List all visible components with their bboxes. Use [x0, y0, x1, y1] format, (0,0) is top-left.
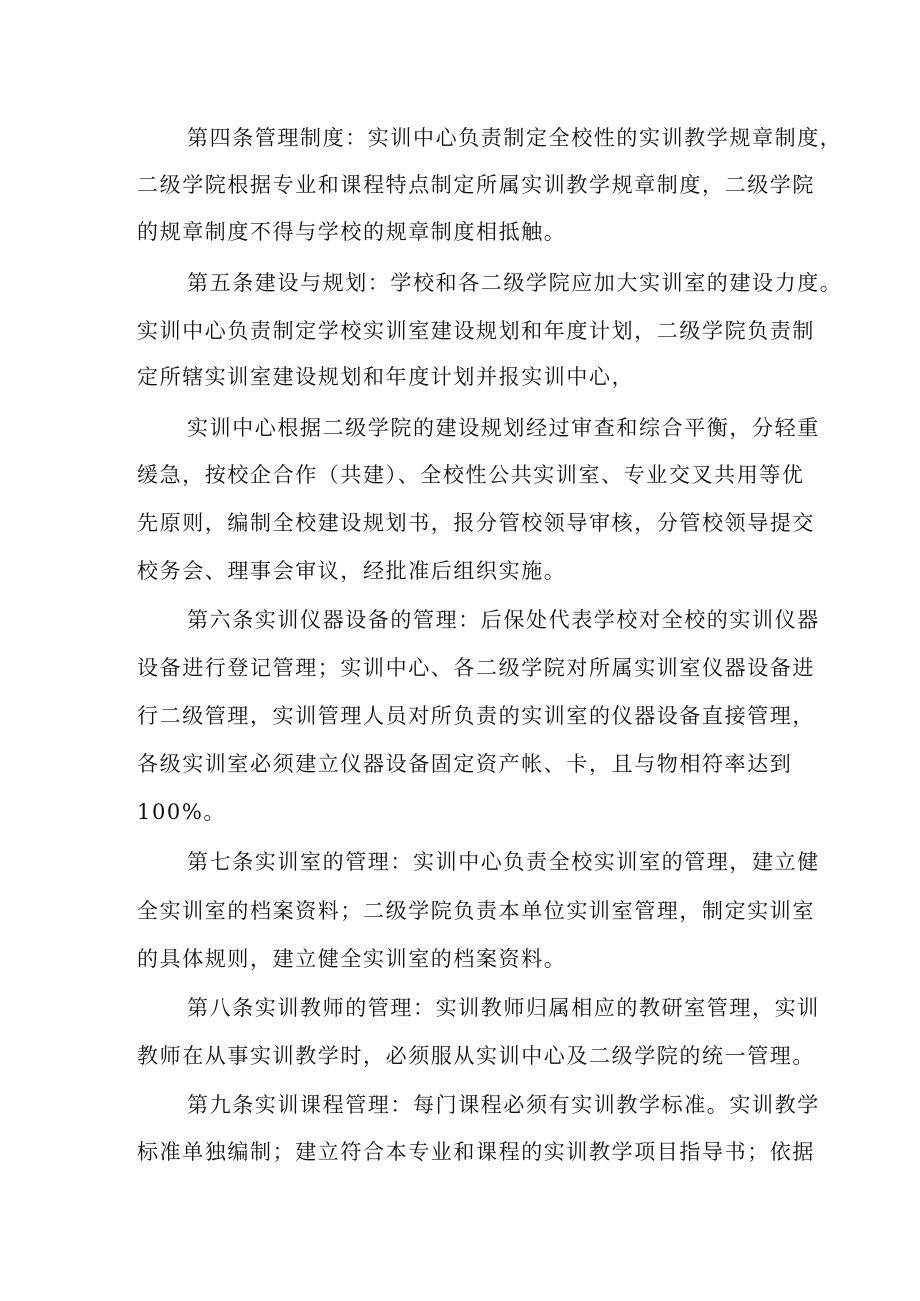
text-line: 定所辖实训室建设规划和年度计划并报实训中心，: [137, 365, 635, 389]
text-line: 先原则，编制全校建设规划书，报分管校领导审核，分管校领导提交: [137, 511, 815, 535]
text-line: 实训中心负责制定学校实训室建设规划和年度计划，二级学院负责制: [137, 319, 815, 343]
text-line: 缓急，按校企合作（共建）、全校性公共实训室、专业交叉共用等优: [137, 463, 805, 487]
text-line: 的具体规则，建立健全实训室的档案资料。: [137, 947, 567, 971]
text-line: 教师在从事实训教学时，必须服从实训中心及二级学院的统一管理。: [137, 1044, 815, 1068]
text-line: 第九条实训课程管理：每门课程必须有实训教学标准。实训教学: [187, 1093, 820, 1117]
text-line: 标准单独编制；建立符合本专业和课程的实训教学项目指导书；依据: [137, 1140, 815, 1164]
text-line: 各级实训室必须建立仪器设备固定资产帐、卡，且与物相符率达到: [137, 752, 793, 776]
text-line: 行二级管理，实训管理人员对所负责的实训室的仪器设备直接管理，: [137, 704, 815, 728]
text-line: 实训中心根据二级学院的建设规划经过审查和综合平衡，分轻重: [187, 416, 820, 440]
text-line: 的规章制度不得与学校的规章制度相抵触。: [137, 220, 567, 244]
text-line: 第七条实训室的管理：实训中心负责全校实训室的管理，建立健: [187, 850, 820, 874]
text-line: 第五条建设与规划：学校和各二级学院应加大实训室的建设力度。: [187, 271, 843, 295]
text-line: 第四条管理制度：实训中心负责制定全校性的实训教学规章制度，: [187, 126, 843, 150]
text-line: 100%。: [137, 800, 227, 824]
text-line: 全实训室的档案资料；二级学院负责本单位实训室管理，制定实训室: [137, 899, 815, 923]
text-line: 第六条实训仪器设备的管理：后保处代表学校对全校的实训仪器: [187, 608, 820, 632]
text-line: 校务会、理事会审议，经批准后组织实施。: [137, 559, 567, 583]
text-line: 第八条实训教师的管理：实训教师归属相应的教研室管理，实训: [187, 996, 820, 1020]
text-line: 设备进行登记管理；实训中心、各二级学院对所属实训室仪器设备进: [137, 656, 815, 680]
text-line: 二级学院根据专业和课程特点制定所属实训教学规章制度，二级学院: [137, 173, 815, 197]
